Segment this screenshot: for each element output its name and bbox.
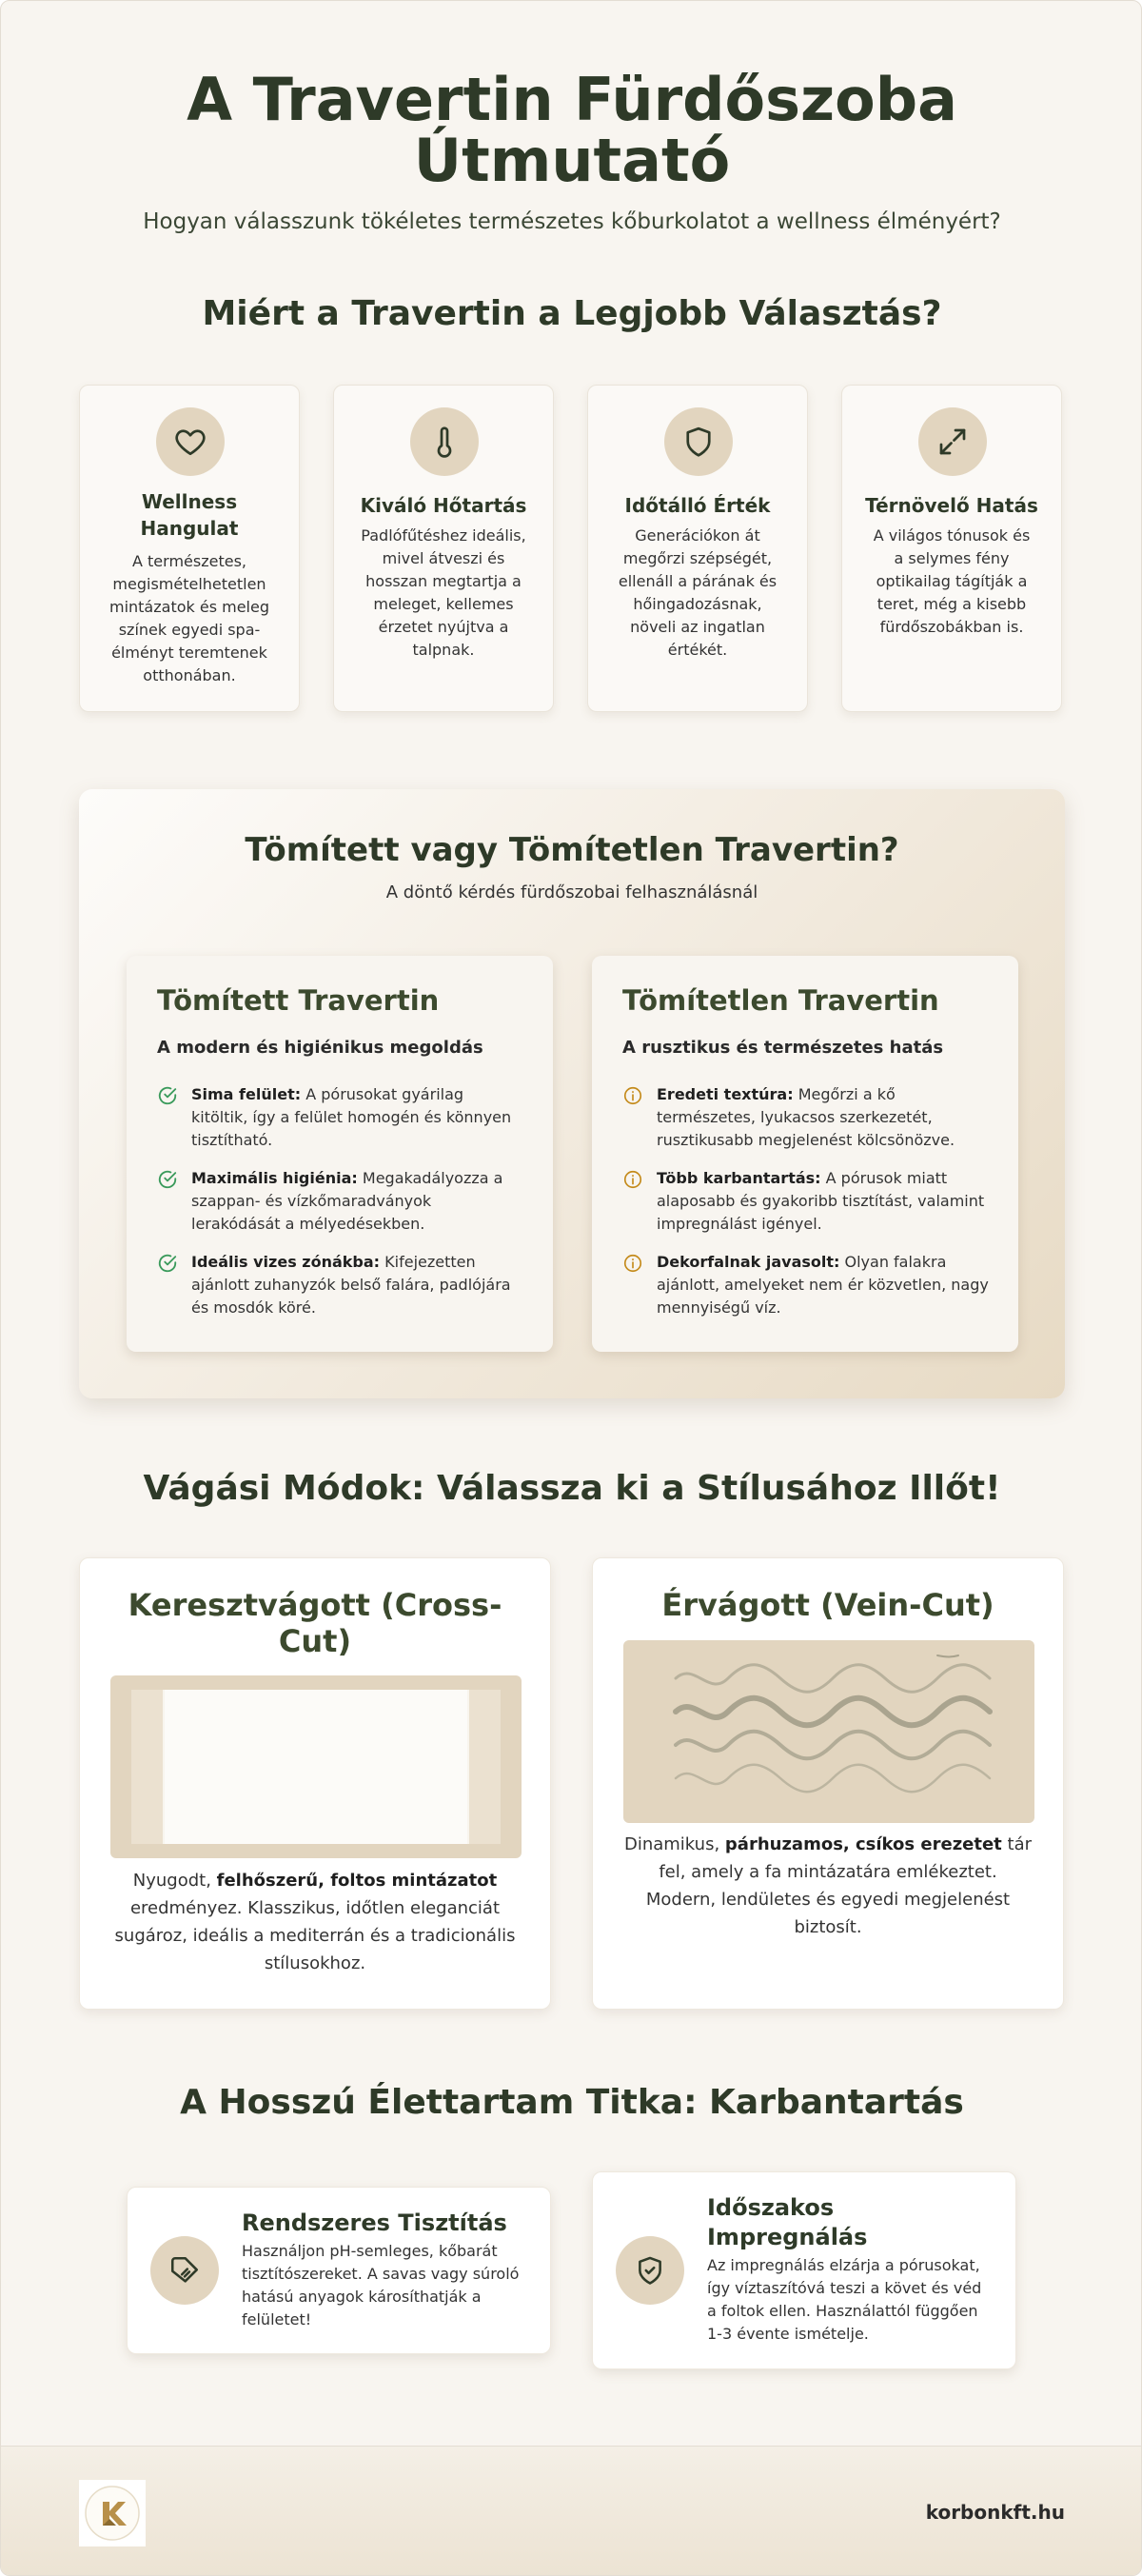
maint-text: Az impregnálás elzárja a pórusokat, így víztaszítóvá teszi a követ és véd a foltok ellen. Használattól függően 1-3 évente ismételje. bbox=[707, 2256, 982, 2343]
page-title-line2: Útmutató bbox=[413, 126, 731, 195]
feature-title: Térnövelő Hatás bbox=[865, 494, 1038, 517]
cleaning-tag-icon bbox=[150, 2236, 219, 2305]
option-item-text: Olyan falakra ajánlott, amelyeket nem ér közvetlen, nagy mennyiségű víz. bbox=[657, 1253, 989, 1317]
why-section-title: Miért a Travertin a Legjobb Választás? bbox=[202, 294, 942, 333]
shield-icon bbox=[664, 407, 733, 476]
cut-description bbox=[108, 1867, 522, 1977]
option-item-bold: Ideális vizes zónákba: bbox=[191, 1253, 381, 1271]
option-subtitle: A modern és higiénikus megoldás bbox=[157, 1038, 483, 1058]
option-item-bold: Dekorfalnak javasolt: bbox=[657, 1253, 840, 1271]
footer-website-link[interactable]: korbonkft.hu bbox=[925, 2501, 1065, 2524]
info-circle-icon bbox=[622, 1085, 643, 1106]
info-circle-icon bbox=[622, 1169, 643, 1190]
page-title bbox=[96, 65, 1048, 195]
option-item-text: A pórusokat gyárilag kitöltik, így a felület homogén és könnyen tisztítható. bbox=[191, 1085, 512, 1149]
cut-text-bold: felhőszerű, foltos mintázatot bbox=[216, 1871, 498, 1891]
feature-card-wellness bbox=[79, 385, 300, 712]
sealed-section-title: Tömített vagy Tömítetlen Travertin? bbox=[245, 831, 899, 869]
cross-cut-pattern-image bbox=[110, 1675, 522, 1858]
option-item bbox=[622, 1251, 990, 1319]
maint-text: Használjon pH-semleges, kőbarát tisztítószereket. A savas vagy súroló hatású anyagok károsíthatják a felületet! bbox=[242, 2242, 520, 2328]
option-item-bold: Eredeti textúra: bbox=[657, 1085, 794, 1103]
cut-card-cross bbox=[79, 1557, 551, 2010]
sealed-comparison-panel bbox=[79, 789, 1065, 1398]
feature-title: Kiváló Hőtartás bbox=[360, 494, 527, 517]
option-title: Tömített Travertin bbox=[157, 984, 440, 1017]
cut-title: Keresztvágott (Cross-Cut) bbox=[128, 1587, 502, 1659]
cut-text-pre: Nyugodt, bbox=[132, 1871, 217, 1891]
option-item-text: Kifejezetten ajánlott zuhanyzók belső falára, padlójára és mosdók köré. bbox=[191, 1253, 511, 1317]
vein-lines-graphic bbox=[623, 1640, 1034, 1823]
feature-title: Időtálló Érték bbox=[624, 494, 771, 517]
feature-text: A világos tónusok és a selymes fény optikailag tágítják a teret, még a kisebb fürdőszobákban is. bbox=[873, 526, 1031, 636]
cut-text-bold: párhuzamos, csíkos erezetet bbox=[724, 1834, 1002, 1854]
option-item-text: Megakadályozza a szappan- és vízkőmaradványok lerakódását a mélyedésekben. bbox=[191, 1169, 503, 1233]
option-item-bold: Sima felület: bbox=[191, 1085, 302, 1103]
option-item bbox=[157, 1083, 524, 1152]
feature-text: Generációkon át megőrzi szépségét, ellenáll a párának és hőingadozásnak, növeli az ingatlan értékét. bbox=[618, 526, 778, 659]
cut-text-pre: Dinamikus, bbox=[623, 1834, 725, 1854]
feature-text: A természetes, megismételhetetlen mintázatok és meleg színek egyedi spa-élményt teremtenek otthonában. bbox=[108, 552, 269, 684]
option-item-bold: Több karbantartás: bbox=[657, 1169, 821, 1187]
check-circle-icon bbox=[157, 1169, 178, 1190]
shield-check-icon bbox=[616, 2236, 684, 2305]
maint-title: Időszakos Impregnálás bbox=[707, 2194, 868, 2250]
page-title-line1: A Travertin Fürdőszoba bbox=[187, 65, 957, 134]
thermometer-icon bbox=[410, 407, 479, 476]
cut-text-post: eredményez. Klasszikus, időtlen eleganciát sugároz, ideális a mediterrán és a tradicionális stílusokhoz. bbox=[114, 1898, 516, 1973]
footer bbox=[1, 2446, 1142, 2576]
option-item bbox=[157, 1251, 524, 1319]
option-item-text: Megőrzi a kő természetes, lyukacsos szerkezetét, rusztikusabb megjelenést kölcsönözve. bbox=[657, 1085, 955, 1149]
maint-card-cleaning bbox=[127, 2187, 551, 2354]
option-card-unsealed bbox=[592, 956, 1018, 1352]
check-circle-icon bbox=[157, 1085, 178, 1106]
check-circle-icon bbox=[157, 1253, 178, 1274]
maintenance-section-title: A Hosszú Élettartam Titka: Karbantartás bbox=[180, 2083, 964, 2122]
option-item bbox=[622, 1083, 990, 1152]
option-item bbox=[622, 1167, 990, 1236]
logo-mark-icon bbox=[83, 2484, 142, 2543]
company-logo[interactable] bbox=[79, 2480, 146, 2546]
option-card-sealed bbox=[127, 956, 553, 1352]
cuts-section-title: Vágási Módok: Válassza ki a Stílusához Illőt! bbox=[143, 1469, 1001, 1508]
maint-title: Rendszeres Tisztítás bbox=[242, 2209, 507, 2236]
maint-card-impregnation bbox=[592, 2171, 1016, 2369]
feature-card-heat bbox=[333, 385, 554, 712]
heart-icon bbox=[156, 407, 225, 476]
vein-cut-pattern-image bbox=[623, 1640, 1034, 1823]
feature-card-value bbox=[587, 385, 808, 712]
cut-text-post: tár fel, amely a fa mintázatára emlékeztet. Modern, lendületes és egyedi megjelenést biztosít. bbox=[645, 1834, 1033, 1937]
option-subtitle: A rusztikus és természetes hatás bbox=[622, 1038, 944, 1058]
info-circle-icon bbox=[622, 1253, 643, 1274]
feature-text: Padlófűtéshez ideális, mivel átveszi és hosszan megtartja a meleget, kellemes érzetet nyújtva a talpnak. bbox=[361, 526, 526, 659]
expand-arrows-icon bbox=[918, 407, 987, 476]
option-item-text: A pórusok miatt alaposabb és gyakoribb tisztítást, valamint impregnálást igényel. bbox=[657, 1169, 985, 1233]
option-item-bold: Maximális higiénia: bbox=[191, 1169, 358, 1187]
feature-title: Wellness Hangulat bbox=[140, 490, 239, 540]
feature-card-space bbox=[841, 385, 1062, 712]
cut-description bbox=[621, 1831, 1034, 1941]
cut-title: Érvágott (Vein-Cut) bbox=[661, 1587, 994, 1623]
sealed-section-subtitle: A döntő kérdés fürdőszobai felhasználásnál bbox=[385, 882, 758, 902]
cut-card-vein bbox=[592, 1557, 1064, 2010]
page-subtitle: Hogyan válasszunk tökéletes természetes kőburkolatot a wellness élményért? bbox=[143, 209, 1001, 234]
option-item bbox=[157, 1167, 524, 1236]
option-title: Tömítetlen Travertin bbox=[622, 984, 939, 1017]
